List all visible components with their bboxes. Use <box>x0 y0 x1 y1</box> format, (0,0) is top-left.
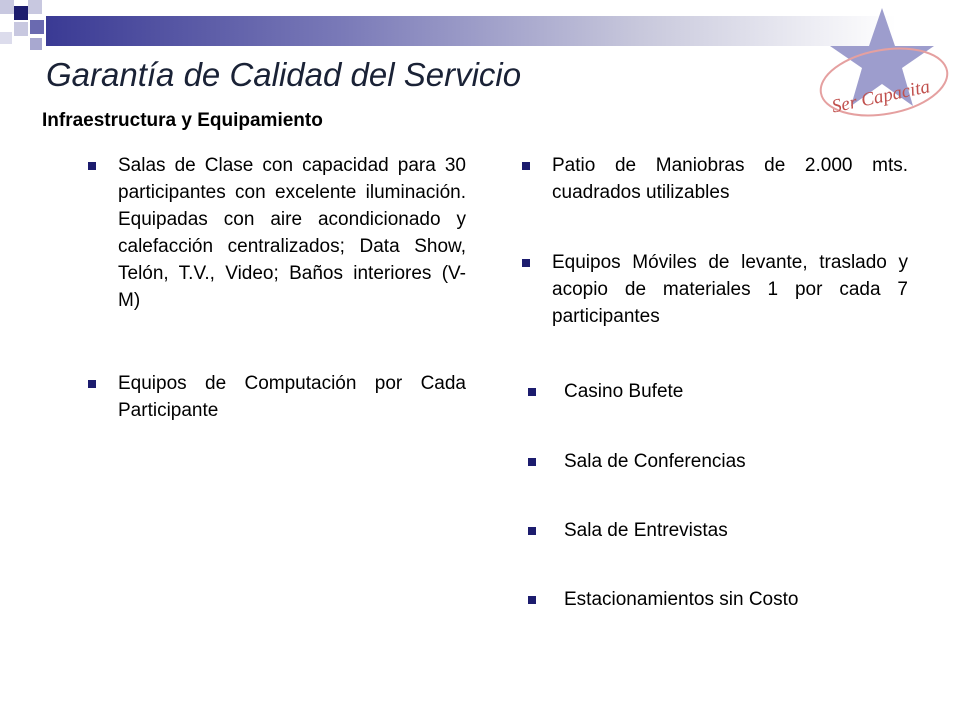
list-item-text: Salas de Clase con capacidad para 30 participantes con excelente iluminación. Equipadas con aire acondicionado y calefacción centralizados; Data Show, Telón, T.V., Video; Baños interiores (V- M) <box>118 155 466 311</box>
list-item-text: Equipos Móviles de levante, traslado y acopio de materiales 1 por cada 7 participantes <box>552 252 908 327</box>
list-item-text: Patio de Maniobras de 2.000 mts. cuadrados utilizables <box>552 155 908 203</box>
list-item <box>86 370 466 424</box>
square-bullet-icon <box>88 162 96 170</box>
right-column <box>520 152 908 371</box>
list-item <box>520 152 908 206</box>
list-item-text: Casino Bufete <box>564 381 684 402</box>
left-column <box>86 152 466 424</box>
slide-subtitle: Infraestructura y Equipamiento <box>42 110 323 131</box>
deco-square <box>28 0 42 14</box>
square-bullet-icon <box>522 162 530 170</box>
title-gradient-bar <box>46 16 896 46</box>
square-bullet-icon <box>88 380 96 388</box>
deco-square <box>30 20 44 34</box>
svg-text:Ser Capacita: Ser Capacita <box>829 76 932 118</box>
square-bullet-icon <box>528 458 536 466</box>
deco-square <box>0 32 12 44</box>
list-item-text: Sala de Conferencias <box>564 451 746 472</box>
deco-square <box>30 38 42 50</box>
deco-square <box>14 22 28 36</box>
square-bullet-icon <box>522 259 530 267</box>
list-item <box>86 152 466 314</box>
list-item <box>528 519 728 543</box>
deco-square <box>14 6 28 20</box>
square-bullet-icon <box>528 596 536 604</box>
square-bullet-icon <box>528 527 536 535</box>
square-bullet-icon <box>528 388 536 396</box>
slide-title: Garantía de Calidad del Servicio <box>46 56 522 93</box>
deco-square <box>0 0 14 14</box>
list-item <box>528 588 798 612</box>
list-item <box>528 380 683 404</box>
list-item <box>528 450 746 474</box>
list-item-text: Sala de Entrevistas <box>564 520 728 541</box>
list-item-text: Estacionamientos sin Costo <box>564 589 799 610</box>
list-item-text: Equipos de Computación por Cada Participante <box>118 373 466 421</box>
ser-capacita-logo <box>812 2 952 120</box>
list-item <box>520 249 908 330</box>
